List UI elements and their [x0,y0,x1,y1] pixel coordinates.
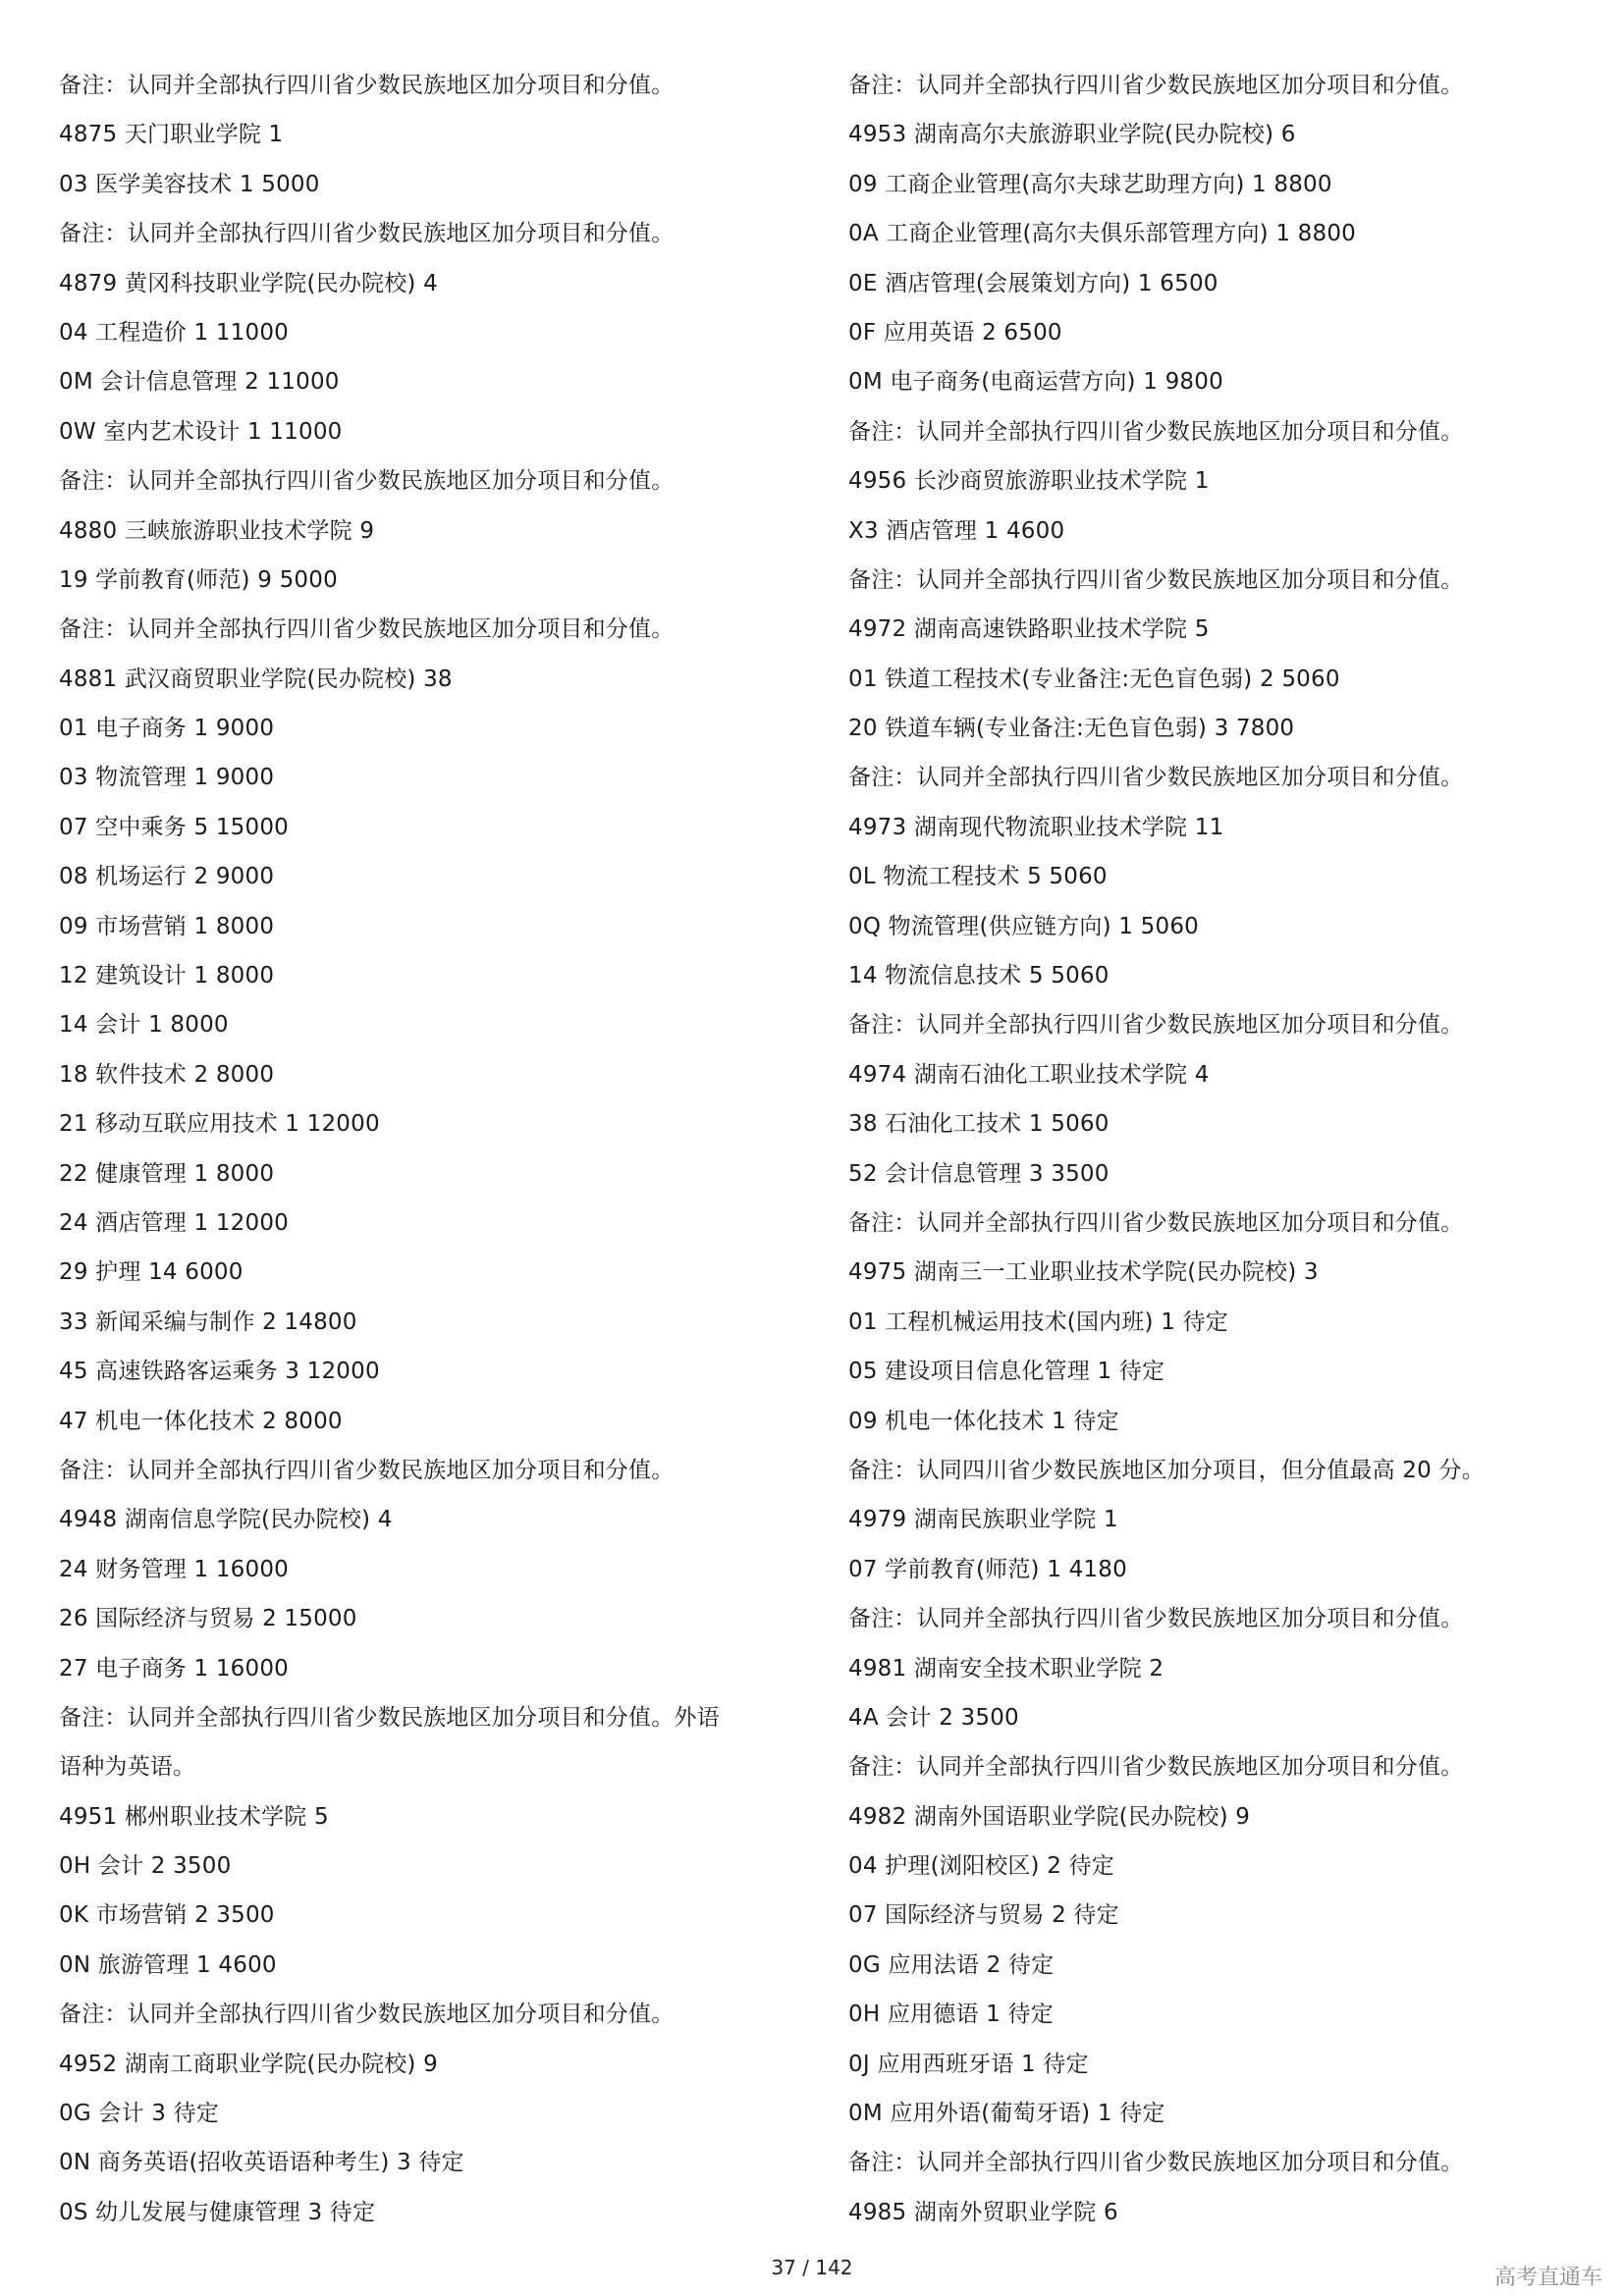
text-line: 4979 湖南民族职业学院 1 [848,1507,1118,1533]
text-line: 0E 酒店管理(会展策划方向) 1 6500 [848,270,1218,296]
text-line: 0N 商务英语(招收英语语种考生) 3 待定 [59,2150,464,2176]
text-line: 0K 市场营销 2 3500 [59,1902,275,1929]
text-line: 45 高速铁路客运乘务 3 12000 [59,1359,380,1385]
text-line: 0Q 物流管理(供应链方向) 1 5060 [848,913,1199,939]
text-line: 0M 应用外语(葡萄牙语) 1 待定 [848,2101,1165,2127]
text-line: 备注：认同并全部执行四川省少数民族地区加分项目和分值。 [848,2150,1464,2176]
text-line: 26 国际经济与贸易 2 15000 [59,1606,357,1632]
text-line: 4948 湖南信息学院(民办院校) 4 [59,1507,393,1533]
text-line: 备注：认同四川省少数民族地区加分项目，但分值最高 20 分。 [848,1457,1485,1483]
text-line: 备注：认同并全部执行四川省少数民族地区加分项目和分值。 [848,73,1464,98]
text-line: 备注：认同并全部执行四川省少数民族地区加分项目和分值。 [59,73,675,98]
text-line: X3 酒店管理 1 4600 [848,517,1065,544]
text-line: 备注：认同并全部执行四川省少数民族地区加分项目和分值。 [59,2002,675,2028]
text-line: 备注：认同并全部执行四川省少数民族地区加分项目和分值。 [848,1754,1464,1781]
text-line: 备注：认同并全部执行四川省少数民族地区加分项目和分值。 [59,1457,675,1483]
text-line: 03 医学美容技术 1 5000 [59,171,320,197]
text-line: 4974 湖南石油化工职业技术学院 4 [848,1061,1210,1088]
text-line: 33 新闻采编与制作 2 14800 [59,1308,357,1335]
text-line: 备注：认同并全部执行四川省少数民族地区加分项目和分值。 [59,468,675,495]
text-line: 24 财务管理 1 16000 [59,1556,289,1582]
text-line: 4973 湖南现代物流职业技术学院 11 [848,814,1224,840]
text-line: 08 机场运行 2 9000 [59,864,275,890]
watermark: 高考直通车 [1493,2266,1602,2290]
text-line: 38 石油化工技术 1 5060 [848,1111,1110,1138]
text-line: 4A 会计 2 3500 [848,1704,1019,1731]
text-line: 4881 武汉商贸职业学院(民办院校) 38 [59,666,453,692]
text-line: 备注：认同并全部执行四川省少数民族地区加分项目和分值。 [848,1606,1464,1632]
text-line: 07 国际经济与贸易 2 待定 [848,1902,1119,1929]
page-number: 37 / 142 [771,2256,853,2279]
text-line: 09 市场营销 1 8000 [59,913,275,939]
text-line: 07 空中乘务 5 15000 [59,814,289,840]
left-column [59,61,805,2237]
text-line: 21 移动互联应用技术 1 12000 [59,1111,380,1138]
text-line: 备注：认同并全部执行四川省少数民族地区加分项目和分值。 [59,616,675,643]
text-line: 4981 湖南安全技术职业学院 2 [848,1655,1164,1682]
text-line: 备注：认同并全部执行四川省少数民族地区加分项目和分值。 [848,418,1464,445]
text-line: 22 健康管理 1 8000 [59,1160,275,1187]
text-line: 18 软件技术 2 8000 [59,1061,275,1088]
text-line: 4952 湖南工商职业学院(民办院校) 9 [59,2051,438,2077]
text-line: 52 会计信息管理 3 3500 [848,1160,1110,1187]
text-line: 4951 郴州职业技术学院 5 [59,1803,329,1830]
text-line: 0M 会计信息管理 2 11000 [59,369,340,396]
text-line: 0H 应用德语 1 待定 [848,2002,1054,2028]
text-line: 0W 室内艺术设计 1 11000 [59,418,343,445]
text-line: 备注：认同并全部执行四川省少数民族地区加分项目和分值。外语 [59,1704,720,1731]
text-line: 0N 旅游管理 1 4600 [59,1951,277,1978]
text-line: 0H 会计 2 3500 [59,1853,232,1880]
text-line: 07 学前教育(师范) 1 4180 [848,1556,1127,1582]
text-line: 27 电子商务 1 16000 [59,1655,289,1682]
text-line: 09 工商企业管理(高尔夫球艺助理方向) 1 8800 [848,171,1332,197]
text-line: 19 学前教育(师范) 9 5000 [59,566,338,593]
text-line: 0F 应用英语 2 6500 [848,319,1062,346]
text-line: 4956 长沙商贸旅游职业技术学院 1 [848,468,1210,495]
text-line: 14 会计 1 8000 [59,1012,229,1039]
text-line: 03 物流管理 1 9000 [59,765,275,791]
text-line: 20 铁道车辆(专业备注:无色盲色弱) 3 7800 [848,716,1295,742]
text-line: 0S 幼儿发展与健康管理 3 待定 [59,2199,376,2225]
text-line: 0M 电子商务(电商运营方向) 1 9800 [848,369,1223,396]
text-line: 0J 应用西班牙语 1 待定 [848,2051,1089,2077]
text-line: 4985 湖南外贸职业学院 6 [848,2199,1118,2225]
text-line: 12 建筑设计 1 8000 [59,963,275,989]
text-line: 01 电子商务 1 9000 [59,716,275,742]
text-line: 备注：认同并全部执行四川省少数民族地区加分项目和分值。 [848,1209,1464,1236]
text-line: 0L 物流工程技术 5 5060 [848,864,1108,890]
text-line: 24 酒店管理 1 12000 [59,1209,289,1236]
text-line: 0G 应用法语 2 待定 [848,1951,1055,1978]
text-line: 4953 湖南高尔夫旅游职业学院(民办院校) 6 [848,122,1296,148]
text-line: 4975 湖南三一工业职业技术学院(民办院校) 3 [848,1259,1319,1286]
text-line: 0A 工商企业管理(高尔夫俱乐部管理方向) 1 8800 [848,221,1357,247]
text-line: 01 铁道工程技术(专业备注:无色盲色弱) 2 5060 [848,666,1340,692]
text-line: 05 建设项目信息化管理 1 待定 [848,1359,1165,1385]
text-line: 备注：认同并全部执行四川省少数民族地区加分项目和分值。 [848,1012,1464,1039]
text-line: 14 物流信息技术 5 5060 [848,963,1110,989]
text-line: 备注：认同并全部执行四川省少数民族地区加分项目和分值。 [848,765,1464,791]
text-line: 4879 黄冈科技职业学院(民办院校) 4 [59,270,438,296]
text-line: 04 护理(浏阳校区) 2 待定 [848,1853,1114,1880]
text-line: 4880 三峡旅游职业技术学院 9 [59,517,375,544]
text-line: 09 机电一体化技术 1 待定 [848,1408,1119,1434]
text-line: 4972 湖南高速铁路职业技术学院 5 [848,616,1210,643]
right-column [848,61,1595,2237]
text-line: 0G 会计 3 待定 [59,2101,220,2127]
text-line: 备注：认同并全部执行四川省少数民族地区加分项目和分值。 [59,221,675,247]
text-line: 4982 湖南外国语职业学院(民办院校) 9 [848,1803,1251,1830]
text-line: 29 护理 14 6000 [59,1259,244,1286]
text-line: 4875 天门职业学院 1 [59,122,284,148]
text-line: 47 机电一体化技术 2 8000 [59,1408,343,1434]
text-line: 备注：认同并全部执行四川省少数民族地区加分项目和分值。 [848,566,1464,593]
text-line: 04 工程造价 1 11000 [59,319,289,346]
text-line: 语种为英语。 [59,1754,196,1781]
text-line: 01 工程机械运用技术(国内班) 1 待定 [848,1308,1228,1335]
